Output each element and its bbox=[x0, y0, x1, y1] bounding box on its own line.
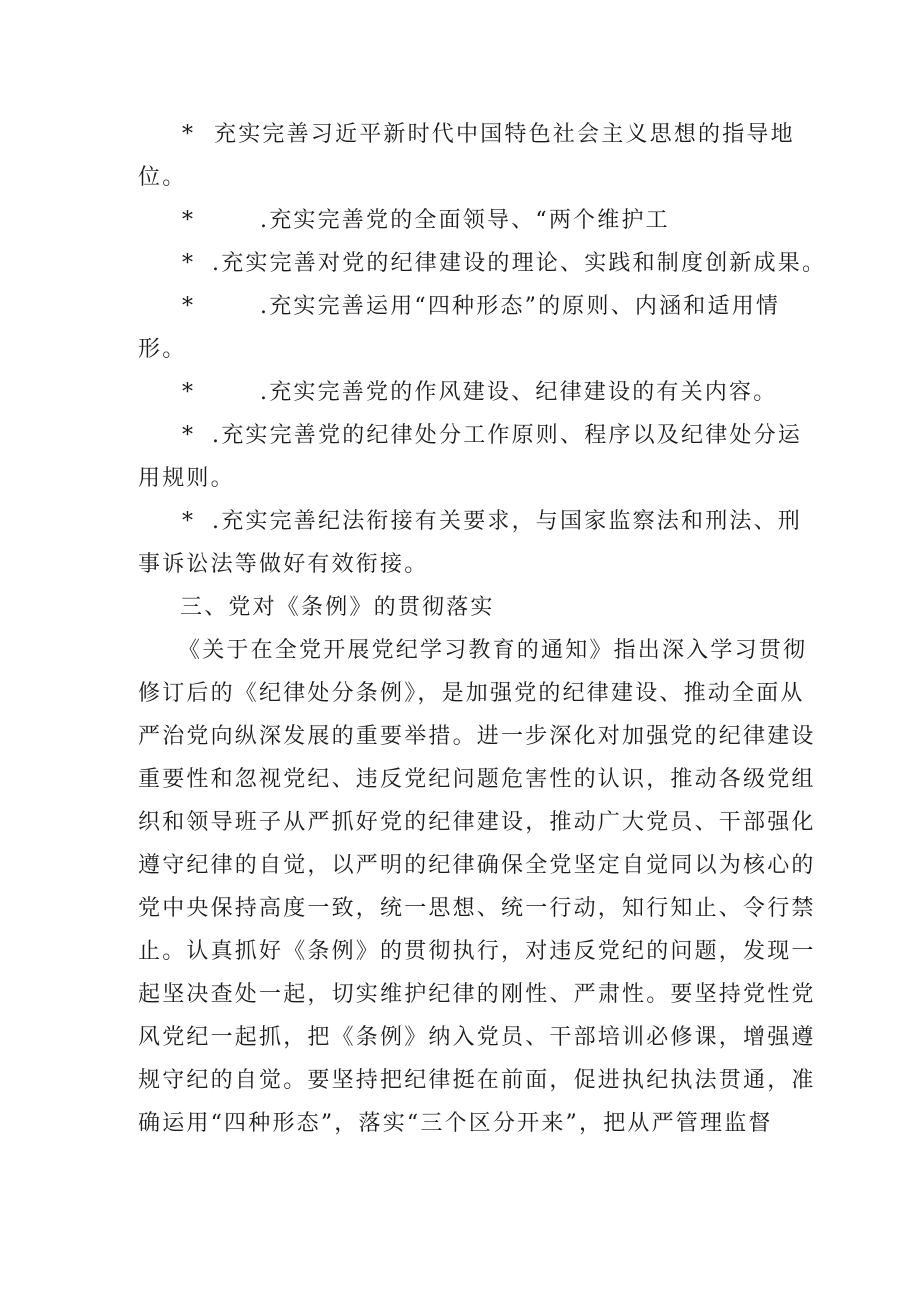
bullet-star: * bbox=[182, 423, 196, 448]
paragraph-line: 严治党向纵深发展的重要举措。进一步深化对加强党的纪律建设 bbox=[138, 724, 816, 749]
list-item-continuation: 形。 bbox=[138, 337, 187, 362]
paragraph-line: 遵守纪律的自觉，以严明的纪律确保全党坚定自觉同以为核心的 bbox=[138, 853, 816, 878]
paragraph-line: 止。认真抓好《条例》的贯彻执行，对违反党纪的问题，发现一 bbox=[138, 939, 816, 964]
bullet-star: * bbox=[182, 251, 196, 276]
list-item bbox=[182, 421, 802, 451]
list-item-text: .充实完善党的作风建设、纪律建设的有关内容。 bbox=[260, 380, 778, 405]
bullet-star: * bbox=[182, 294, 196, 319]
bullet-star: * bbox=[182, 509, 196, 534]
bullet-star: * bbox=[182, 380, 196, 405]
paragraph-line: 《关于在全党开展党纪学习教育的通知》指出深入学习贯彻 bbox=[178, 638, 808, 663]
list-item bbox=[182, 507, 802, 537]
bullet-star: * bbox=[182, 122, 196, 147]
paragraph-line: 党中央保持高度一致，统一思想、统一行动，知行知止、令行禁 bbox=[138, 896, 816, 921]
list-item-text: .充实完善运用“四种形态”的原则、内涵和适用情 bbox=[260, 294, 781, 319]
list-item bbox=[182, 206, 670, 236]
paragraph-line: 织和领导班子从严抓好党的纪律建设，推动广大党员、干部强化 bbox=[138, 810, 816, 835]
list-item-text: .充实完善纪法衔接有关要求，与国家监察法和刑法、刑 bbox=[212, 509, 802, 534]
list-item bbox=[182, 120, 795, 150]
bullet-star: * bbox=[182, 208, 196, 233]
list-item bbox=[182, 292, 780, 322]
list-item-text: .充实完善党的纪律处分工作原则、程序以及纪律处分运 bbox=[212, 423, 802, 448]
list-item bbox=[182, 249, 826, 279]
list-item-continuation: 位。 bbox=[138, 165, 187, 190]
paragraph-line: 确运用“四种形态”，落实“三个区分开来”，把从严管理监督 bbox=[138, 1111, 773, 1136]
list-item-text: 充实完善习近平新时代中国特色社会主义思想的指导地 bbox=[214, 122, 795, 147]
list-item bbox=[182, 378, 777, 408]
list-item-continuation: 事诉讼法等做好有效衔接。 bbox=[138, 552, 429, 577]
list-item-text: .充实完善党的全面领导、“两个维护工 bbox=[260, 208, 670, 233]
paragraph-line: 风党纪一起抓，把《条例》纳入党员、干部培训必修课，增强遵 bbox=[138, 1025, 816, 1050]
section-heading: 三、党对《条例》的贯彻落实 bbox=[180, 595, 495, 620]
list-item-text: .充实完善对党的纪律建设的理论、实践和制度创新成果。 bbox=[212, 251, 827, 276]
paragraph-line: 规守纪的自觉。要坚持把纪律挺在前面，促进执纪执法贯通，准 bbox=[138, 1068, 816, 1093]
list-item-continuation: 用规则。 bbox=[138, 466, 235, 491]
paragraph-line: 修订后的《纪律处分条例》，是加强党的纪律建设、推动全面从 bbox=[138, 681, 805, 706]
paragraph-line: 起坚决查处一起，切实维护纪律的刚性、严肃性。要坚持党性党 bbox=[138, 982, 816, 1007]
paragraph-line: 重要性和忽视党纪、违反党纪问题危害性的认识，推动各级党组 bbox=[138, 767, 816, 792]
